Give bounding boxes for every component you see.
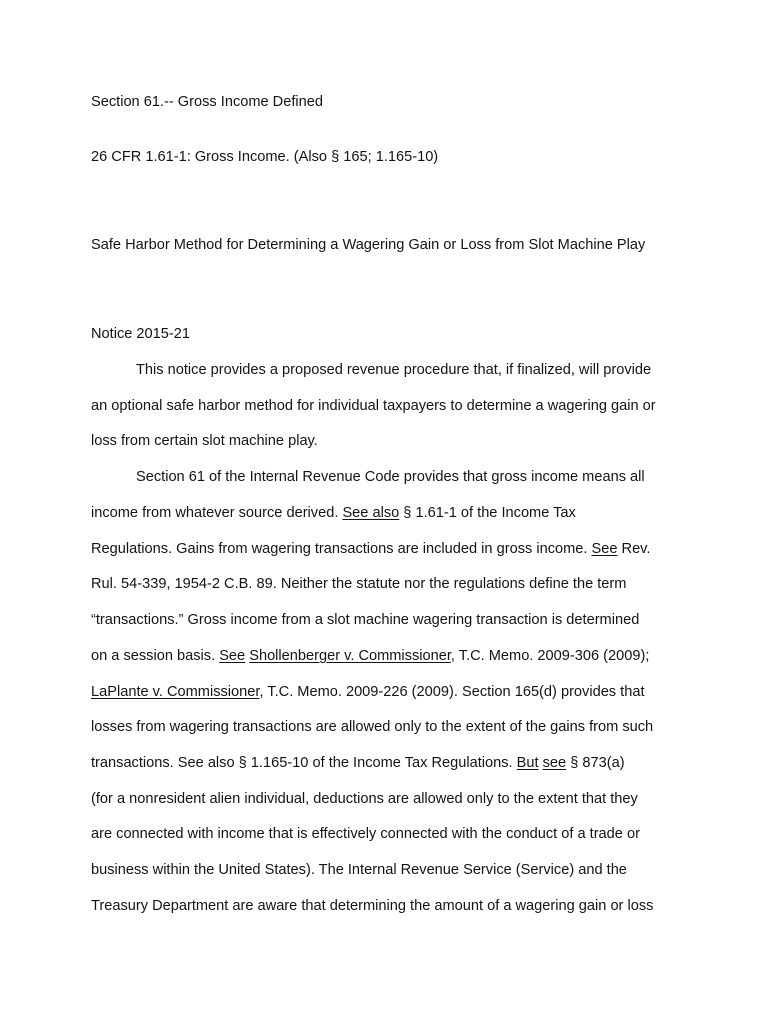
- text-run: , T.C. Memo. 2009-226 (2009). Section 165(d) provides that: [259, 684, 645, 700]
- paragraph1-line: loss from certain slot machine play.: [91, 433, 318, 449]
- cfr-reference: 26 CFR 1.61-1: Gross Income. (Also § 165; 1.165-10): [91, 149, 439, 165]
- see-signal: see: [542, 755, 567, 771]
- paragraph2-line: [91, 504, 576, 522]
- paragraph1-line: This notice provides a proposed revenue procedure that, if finalized, will provide: [136, 362, 652, 378]
- text-run: § 1.61-1 of the Income Tax: [399, 505, 576, 521]
- paragraph2-line: (for a nonresident alien individual, deductions are allowed only to the extent that they: [91, 791, 638, 807]
- paragraph2-line: [91, 754, 625, 772]
- document-title: Safe Harbor Method for Determining a Wagering Gain or Loss from Slot Machine Play: [91, 237, 646, 253]
- text-run: Rev.: [617, 541, 651, 557]
- notice-number: Notice 2015-21: [91, 326, 190, 342]
- paragraph2-line: Section 61 of the Internal Revenue Code provides that gross income means all: [136, 469, 645, 485]
- paragraph2-line: [91, 683, 645, 701]
- case-citation-shollenberger: Shollenberger v. Commissioner: [249, 648, 451, 664]
- paragraph2-line: business within the United States). The Internal Revenue Service (Service) and the: [91, 862, 627, 878]
- paragraph2-line: losses from wagering transactions are allowed only to the extent of the gains from such: [91, 719, 654, 735]
- but-signal: But: [516, 755, 539, 771]
- text-run: income from whatever source derived.: [91, 505, 343, 521]
- text-run: on a session basis.: [91, 648, 220, 664]
- text-run: § 873(a): [566, 755, 625, 771]
- section-heading: Section 61.-- Gross Income Defined: [91, 94, 323, 110]
- text-run: Regulations. Gains from wagering transactions are included in gross income.: [91, 541, 592, 557]
- see-signal: See: [591, 541, 618, 557]
- paragraph2-line: [91, 647, 649, 665]
- paragraph1-line: an optional safe harbor method for individual taxpayers to determine a wagering gain or: [91, 398, 656, 414]
- see-signal: See: [219, 648, 246, 664]
- paragraph2-line: are connected with income that is effectively connected with the conduct of a trade or: [91, 826, 640, 842]
- case-citation-laplante: LaPlante v. Commissioner: [91, 684, 260, 700]
- paragraph2-line: “transactions.” Gross income from a slot machine wagering transaction is determined: [91, 612, 640, 628]
- text-run: transactions. See also § 1.165-10 of the Income Tax Regulations.: [91, 755, 517, 771]
- paragraph2-line: Rul. 54-339, 1954-2 C.B. 89. Neither the statute nor the regulations define the term: [91, 576, 627, 592]
- text-run: , T.C. Memo. 2009-306 (2009);: [450, 648, 650, 664]
- paragraph2-line: [91, 540, 650, 558]
- paragraph2-line: Treasury Department are aware that determining the amount of a wagering gain or loss: [91, 898, 654, 914]
- see-also-signal: See also: [342, 505, 400, 521]
